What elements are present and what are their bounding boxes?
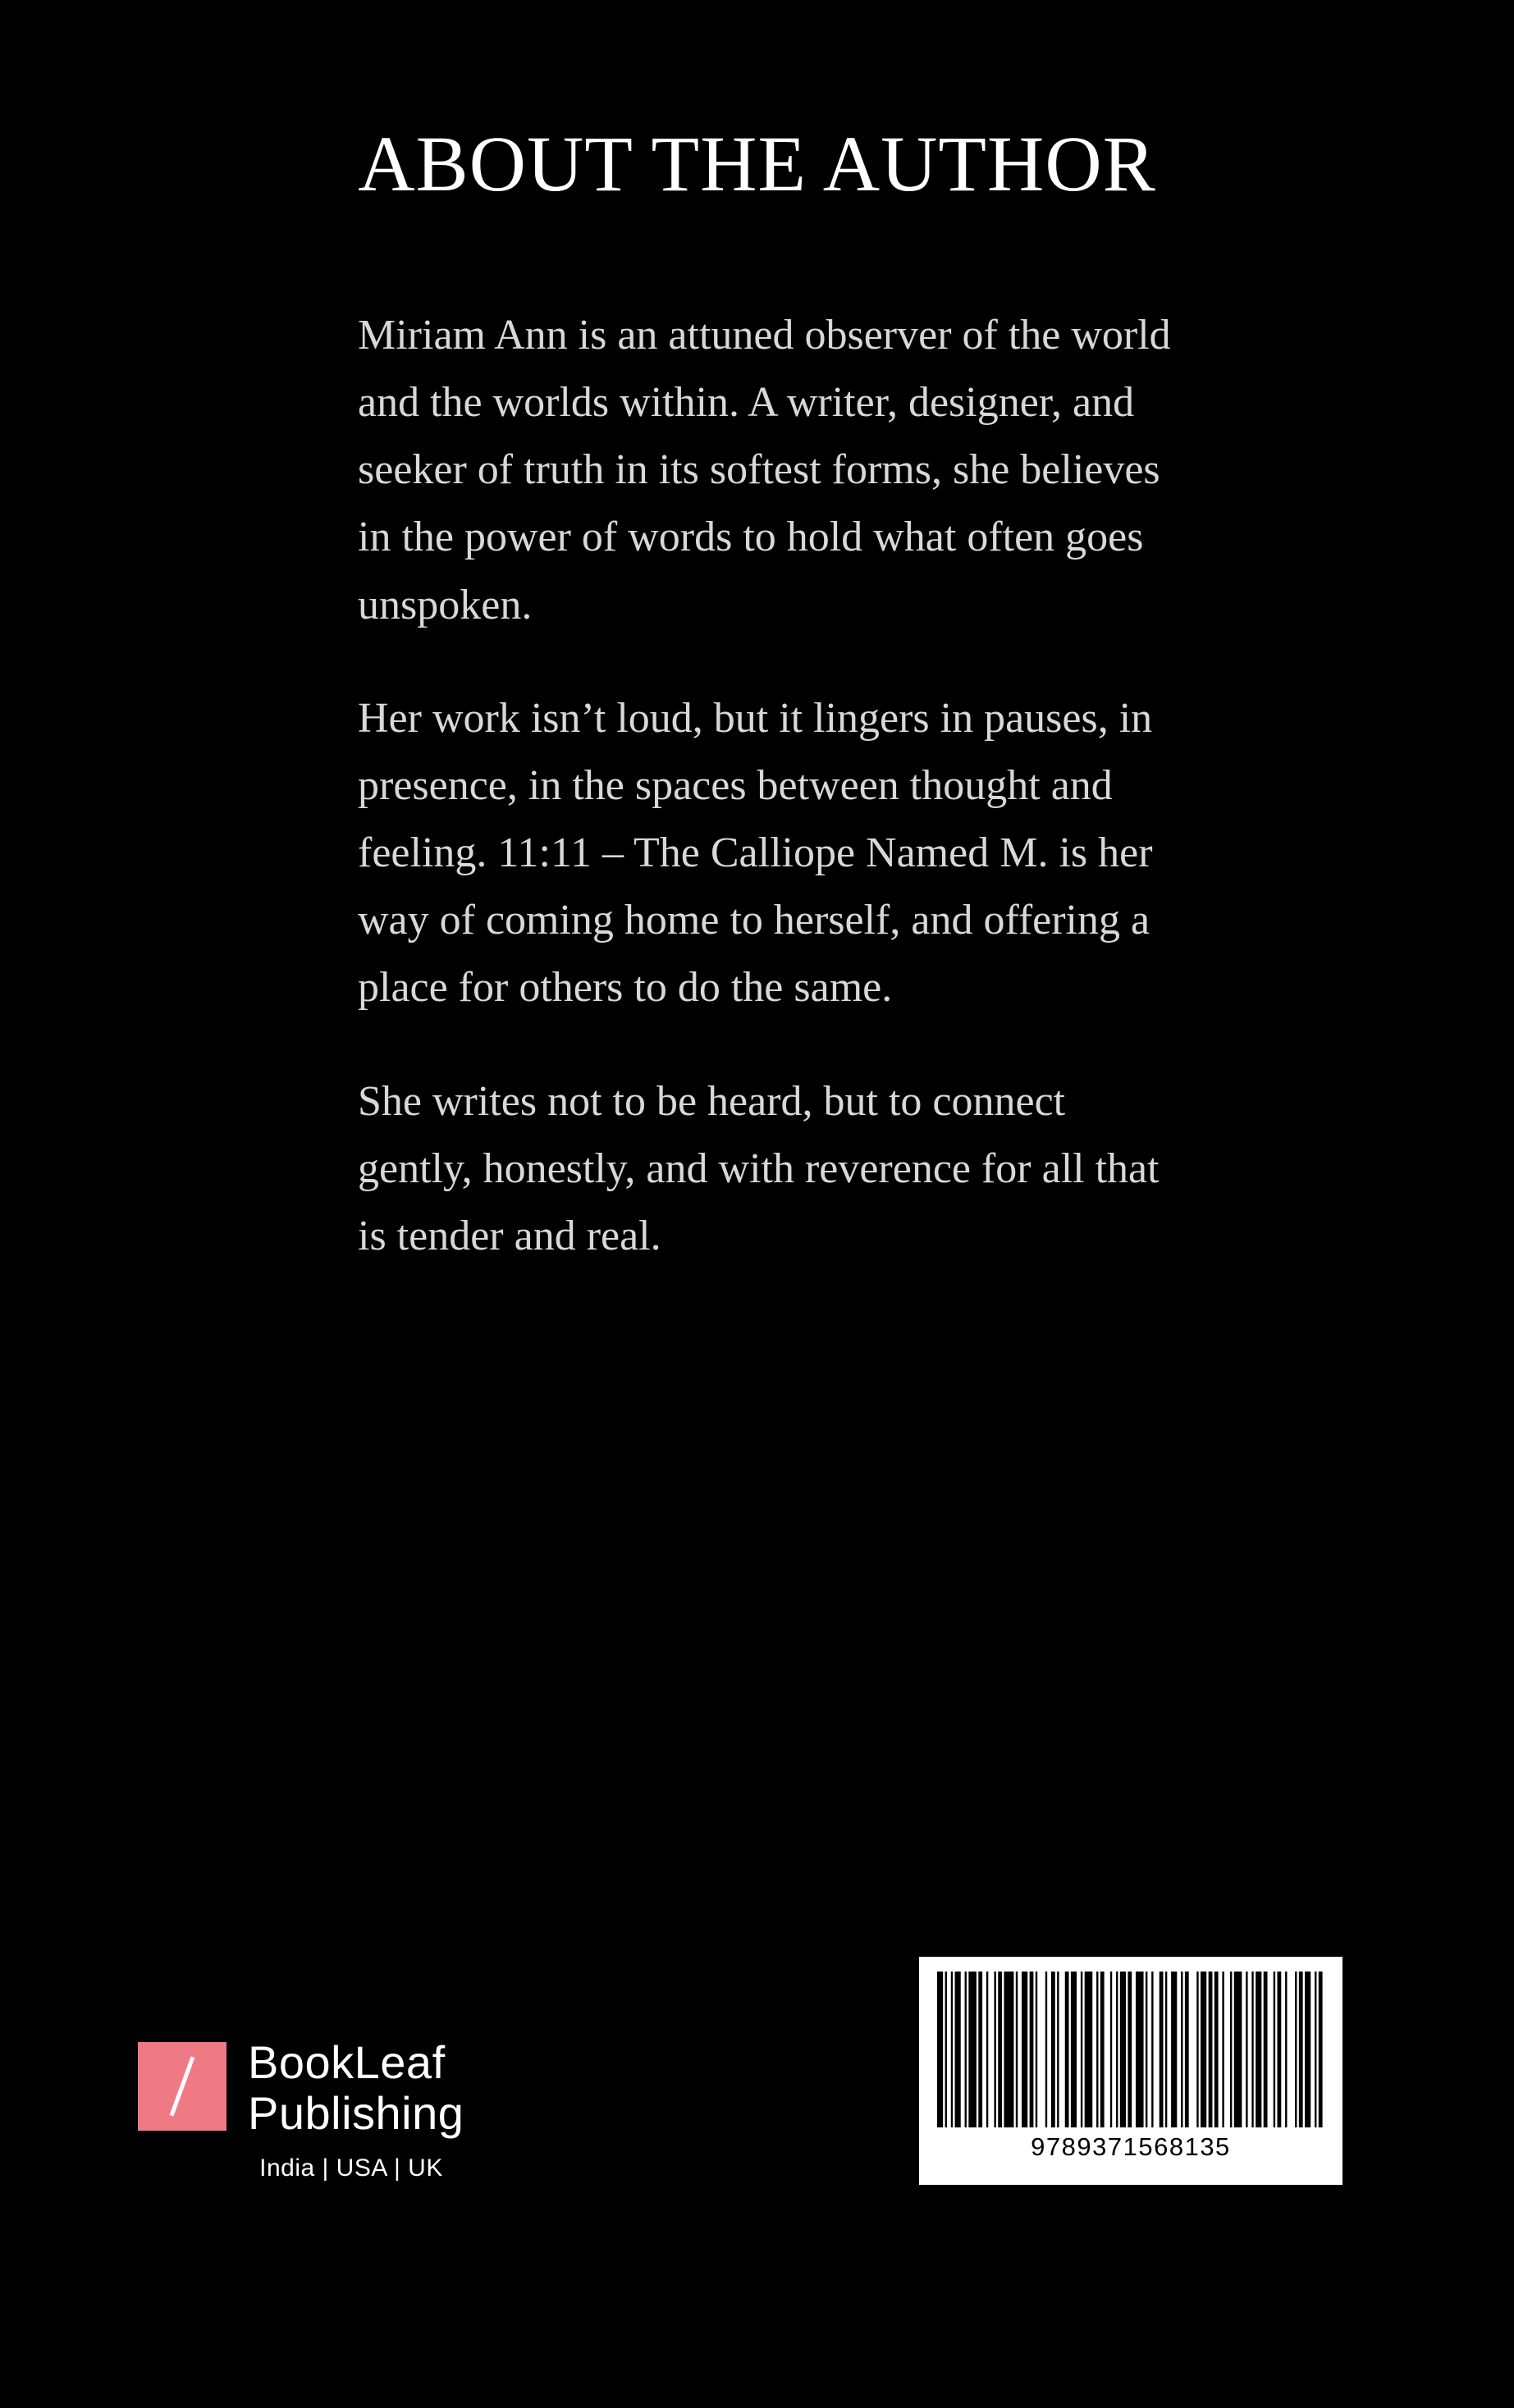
bio-paragraph: Her work isn’t loud, but it lingers in pauses, in presence, in the spaces between thought and feeling. 11:11 – The Calliope Named M. is her way of coming home to herself, and offering a place for others to do the same. — [358, 694, 1153, 1012]
publisher-regions: India | USA | UK — [259, 2154, 443, 2182]
publisher-name — [248, 2037, 464, 2140]
publisher-name-line2: Publishing — [248, 2087, 464, 2140]
page-title: ABOUT THE AUTHOR — [358, 120, 1156, 208]
barcode-bars — [937, 1972, 1324, 2127]
bio-paragraph: She writes not to be heard, but to connect gently, honestly, and with reverence for all that is tender and real. — [358, 1077, 1160, 1259]
publisher-logo-row — [138, 2037, 565, 2140]
author-bio — [358, 302, 1187, 1270]
slash-logo-icon — [138, 2042, 226, 2131]
publisher-logo — [138, 2037, 565, 2182]
bio-paragraph: Miriam Ann is an attuned observer of the world and the worlds within. A writer, designer, and seeker of truth in its softest forms, she believes in the power of words to hold what often goes unspoken. — [358, 312, 1171, 628]
publisher-name-line1: BookLeaf — [248, 2036, 446, 2088]
barcode — [919, 1957, 1342, 2185]
isbn-number: 9789371568135 — [1031, 2132, 1231, 2161]
